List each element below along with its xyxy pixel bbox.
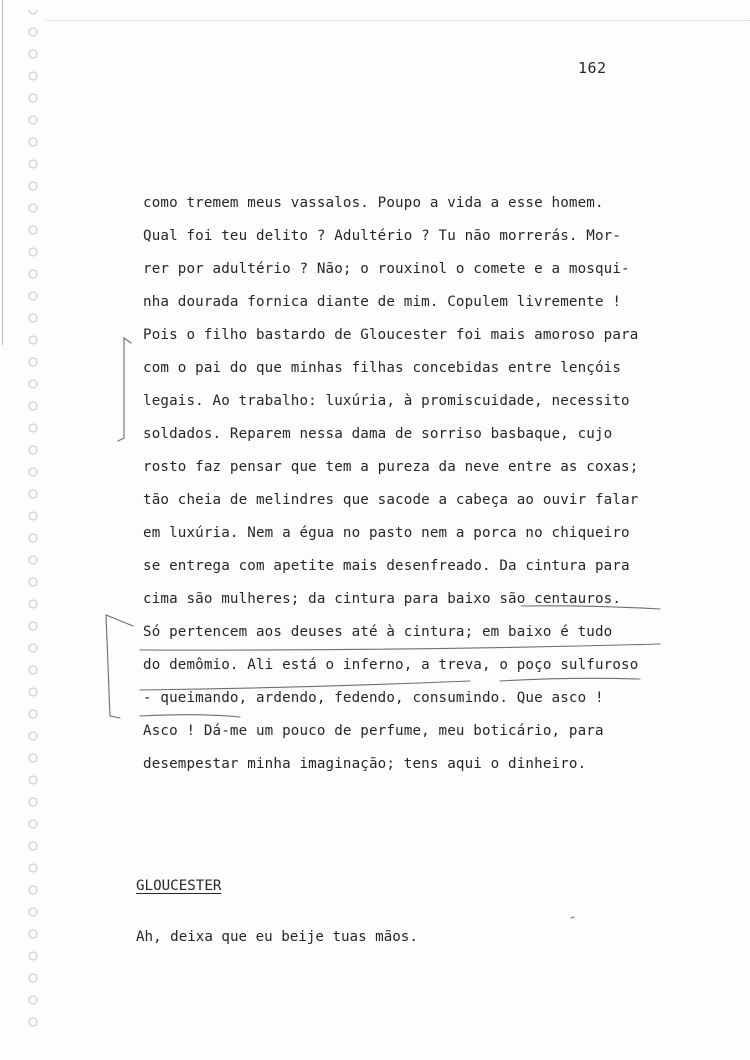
text-line: como tremem meus vassalos. Poupo a vida a esse homem.: [143, 195, 604, 211]
speaker-reply: Ah, deixa que eu beije tuas mãos.: [136, 929, 418, 945]
speaker-name: GLOUCESTER: [136, 878, 222, 894]
text-line: tão cheia de melindres que sacode a cabeça ao ouvir falar: [143, 492, 639, 508]
underline-line-12: [521, 606, 660, 609]
text-line: do demômio. Ali está o inferno, a treva, o poço sulfuroso: [143, 657, 639, 673]
text-line: Qual foi teu delito ? Adultério ? Tu não morrerás. Mor-: [143, 228, 622, 244]
underline-line-13: [140, 644, 660, 650]
text-line: com o pai do que minhas filhas concebidas entre lençóis: [143, 360, 622, 376]
text-line: soldados. Reparem nessa dama de sorriso basbaque, cujo: [143, 426, 613, 442]
text-line: Só pertencem aos deuses até à cintura; em baixo é tudo: [143, 624, 613, 640]
stray-mark: [571, 917, 574, 918]
margin-bracket-lower: [106, 615, 133, 718]
margin-bracket-upper: [118, 338, 131, 441]
underline-line-15: [140, 715, 240, 717]
text-line: desempestar minha imaginação; tens aqui o dinheiro.: [143, 756, 587, 772]
text-line: Pois o filho bastardo de Gloucester foi mais amoroso para: [143, 327, 639, 343]
underline-line-14b: [500, 678, 640, 681]
text-line: rosto faz pensar que tem a pureza da neve entre as coxas;: [143, 459, 639, 475]
text-line: nha dourada fornica diante de mim. Copulem livremente !: [143, 294, 622, 310]
text-line: se entrega com apetite mais desenfreado. Da cintura para: [143, 558, 630, 574]
text-line: cima são mulheres; da cintura para baixo são centauros.: [143, 591, 622, 607]
text-line: - queimando, ardendo, fedendo, consumindo. Que asco !: [143, 690, 604, 706]
page-number: 162: [578, 59, 607, 77]
text-line: Asco ! Dá-me um pouco de perfume, meu boticário, para: [143, 723, 604, 739]
text-line: legais. Ao trabalho: luxúria, à promiscuidade, necessito: [143, 393, 630, 409]
text-line: rer por adultério ? Não; o rouxinol o comete e a mosqui-: [143, 261, 630, 277]
text-line: em luxúria. Nem a égua no pasto nem a porca no chiqueiro: [143, 525, 630, 541]
underline-line-14a: [140, 681, 470, 690]
